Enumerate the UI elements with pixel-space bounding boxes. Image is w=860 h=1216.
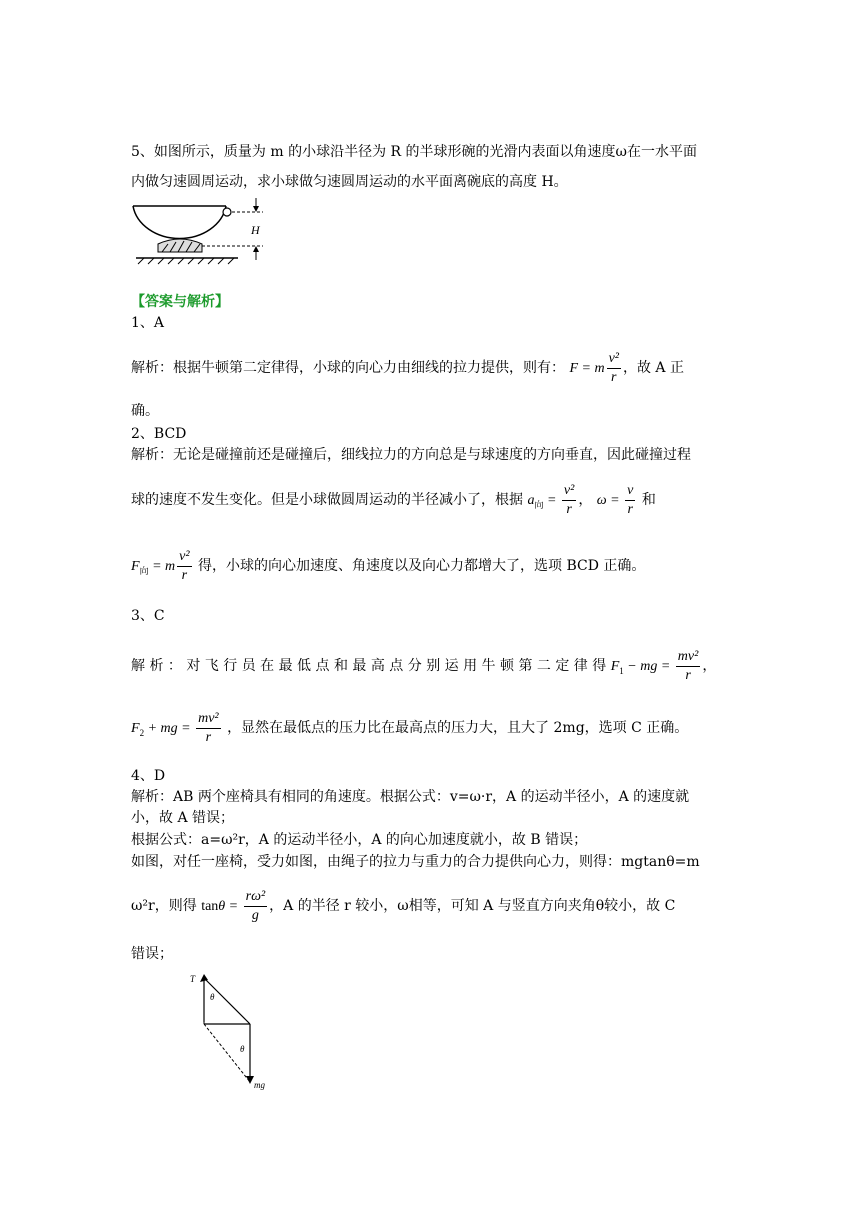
- answer-3-line-1: 解 析 ： 对 飞 行 员 在 最 低 点 和 最 高 点 分 别 运 用 牛 顿 第 二 定 律 得 $F_1$ − mg = $\frac{\text{mv²}}{r}$ ，: [131, 649, 717, 684]
- tension-label: T: [190, 974, 196, 984]
- answer-3-text-1: 解 析 ： 对 飞 行 员 在 最 低 点 和 最 高 点 分 别 运 用 牛 顿 第 二 定 律 得: [131, 658, 607, 674]
- answer-1-text-2: ，故 A 正: [622, 360, 684, 376]
- answer-1-formula: F = m $\frac{\text{v²}}{r}$: [569, 351, 619, 386]
- theta-label-lower: θ: [240, 1044, 245, 1054]
- theta-label-upper: θ: [210, 992, 215, 1002]
- gravity-label: mg: [254, 1080, 265, 1090]
- answer-4-formula-tan: tanθ = $\frac{\text{rω²}}{g}$: [201, 889, 266, 924]
- answer-3-formula-2: $F_2$ + mg = $\frac{\text{mv²}}{r}$: [131, 711, 219, 746]
- answer-2-text-1: 解析：无论是碰撞前还是碰撞后，细线拉力的方向总是与球速度的方向垂直，因此碰撞过程: [131, 447, 691, 463]
- answer-2-formula-f: $F_向 = m$ $\frac{\text{v²}}{r}$: [131, 549, 190, 584]
- answer-2-line-3: [131, 548, 645, 589]
- answer-1-text-1: 解析：根据牛顿第二定律得，小球的向心力由细线的拉力提供，则有：: [131, 360, 565, 376]
- question-5-line-1: 5、如图所示，质量为 m 的小球沿半径为 R 的半球形碗的光滑内表面以角速度ω在一水平面: [131, 144, 697, 160]
- answer-3-label: 3、C: [131, 608, 165, 624]
- answer-2-text-3: 和: [641, 492, 656, 508]
- answer-3-line-2: [131, 710, 688, 751]
- answer-4-text-5b: ，A 的半径 r 较小，ω相等，可知 A 与竖直方向夹角θ较小，故 C: [269, 898, 676, 914]
- answer-4-text-5a: ω²r，则得: [131, 898, 197, 914]
- answer-1-text-3: 确。: [131, 403, 159, 419]
- answer-4-line-4: 如图，对任一座椅，受力如图，由绳子的拉力与重力的合力提供向心力，则得：mgtanθ=m: [131, 854, 700, 870]
- force-diagram: [186, 966, 286, 1092]
- answer-4-line-2: 小，故 A 错误；: [131, 810, 235, 826]
- answer-2-text-4: 得，小球的向心加速度、角速度以及向心力都增大了，选项 BCD 正确。: [198, 558, 646, 574]
- answer-3-formula-1: $F_1$ − mg = $\frac{\text{mv²}}{r}$: [610, 649, 699, 684]
- answer-2-label: 2、BCD: [131, 426, 187, 442]
- answers-heading: 【答案与解析】: [131, 294, 229, 310]
- answer-4-line-5: [131, 888, 675, 925]
- answer-4-label: 4、D: [131, 768, 166, 784]
- answer-2-formula-a: $a_向$ = $\frac{\text{v²}}{r}$: [527, 483, 575, 518]
- answer-4-line-3: 根据公式：a=ω²r，A 的运动半径小，A 的向心加速度就小，故 B 错误；: [131, 832, 588, 848]
- answer-2-text-2: 球的速度不发生变化。但是小球做圆周运动的半径减小了，根据: [131, 492, 523, 508]
- answer-4-line-6: 错误；: [131, 946, 173, 962]
- answer-1-explanation: [131, 350, 684, 387]
- question-5-line-2: 内做匀速圆周运动，求小球做匀速圆周运动的水平面离碗底的高度 H。: [131, 174, 568, 190]
- answer-1-label: 1、A: [131, 315, 165, 331]
- answer-2-formula-omega: ω = $\frac{v}{r}$: [596, 483, 634, 518]
- answer-4-line-1: 解析：AB 两个座椅具有相同的角速度。根据公式：v=ω·r，A 的运动半径小，A 的速度就: [131, 789, 690, 805]
- answer-2-line-2: 球的速度不发生变化。但是小球做圆周运动的半径减小了，根据 $a_向$ = $\frac{\text{v²}}{r}$ ， ω = $\frac{v}{r}$ 和: [131, 483, 656, 518]
- height-label: H: [251, 223, 260, 237]
- answer-3-text-2: ，显然在最低点的压力比在最高点的压力大，且大了 2mg，选项 C 正确。: [227, 720, 689, 736]
- bowl-figure: [128, 196, 278, 271]
